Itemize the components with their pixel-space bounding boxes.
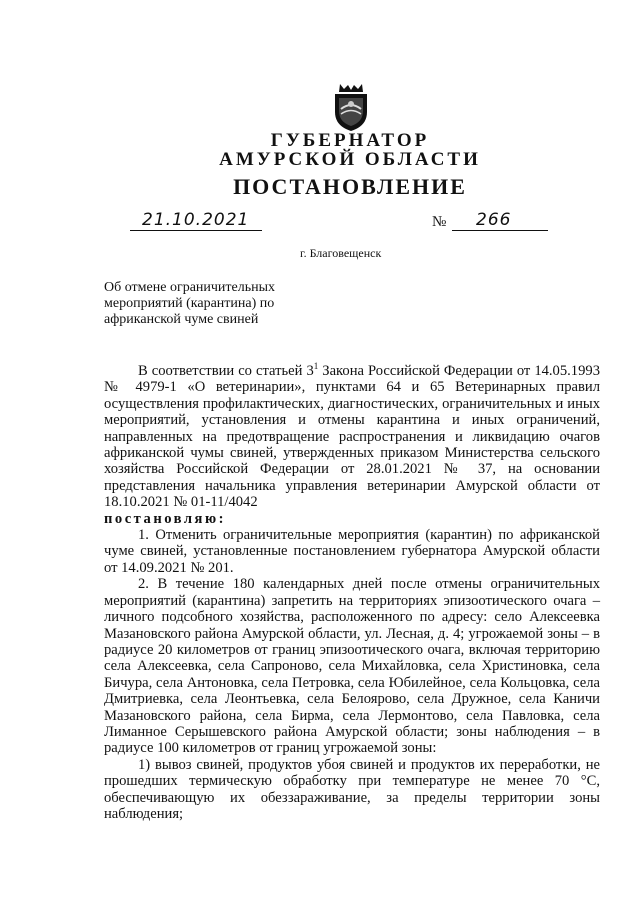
coat-of-arms-icon [330,82,372,132]
document-subject: Об отмене ограничительных мероприятий (карантина) по африканской чуме свиней [104,280,276,327]
item-2: 2. В течение 180 календарных дней после отмены ограничительных мероприятий (карантина) запретить на территориях эпизоотического очага – личного подсобного хозяйства, расположенного по адресу: село Алексеевка Мазановского района Амурской области, ул. Лесная, д. 4; угрожаемой зоны – в радиусе 20 километров от границ эпизоотического очага, включая территорию села Алексеевка, села Сапроново, села Михайловка, села Христиновка, села Бичура, села Антоновка, села Петровка, села Юбилейное, села Кольцовка, села Дмитриевка, села Леонтьевка, села Белоярово, села Дружное, села Каничи Мазановского района, села Бирма, села Лермонтово, села Павловка, села Лиманное Серышевского района Амурской области; зоны наблюдения – в радиусе 100 километров от границ угрожаемой зоны: [104,576,600,757]
intro-paragraph [104,363,600,511]
document-body [104,363,600,822]
item-2-1: 1) вывоз свиней, продуктов убоя свиней и продуктов их переработки, не прошедших термическую обработку при температуре не менее 70 °С, обеспечивающую их обеззараживание, за пределы территории зоны наблюдения; [104,756,600,822]
city-line: г. Благовещенск [300,246,382,260]
item-1: 1. Отменить ограничительные мероприятия (карантин) по африканской чуме свиней, установленные постановлением губернатора Амурской области от 14.09.2021 № 201. [104,527,600,576]
intro-text-1: В соответствии со статьей 3 [138,363,314,379]
document-type-title: ПОСТАНОВЛЕНИЕ [233,174,467,199]
header-title-line2: АМУРСКОЙ ОБЛАСТИ [219,149,481,170]
number-label: № [432,214,447,230]
decree-word: постановляю: [104,510,226,527]
intro-text-2: Закона Российской Федерации от 14.05.1993 № 4979-1 «О ветеринарии», пунктами 64 и 65 Ветеринарных правил осуществления профилактических, диагностических, ограничительных и иных мероприятий, установления и отмены карантина и иных ограничений, направленных на предотвращение распространения и ликвидацию очагов африканской чумы свиней, утвержденных приказом Министерства сельского хозяйства Российской Федерации от 28.01.2021 № 37, на основании представления начальника управления ветеринарии Амурской области от 18.10.2021 № 01-11/4042 [104,363,600,511]
header-title-line1: ГУБЕРНАТОР [270,130,430,151]
intro-superscript: 1 [313,361,319,372]
document-date: 21.10.2021 [130,210,262,231]
document-number: 266 [452,210,548,231]
